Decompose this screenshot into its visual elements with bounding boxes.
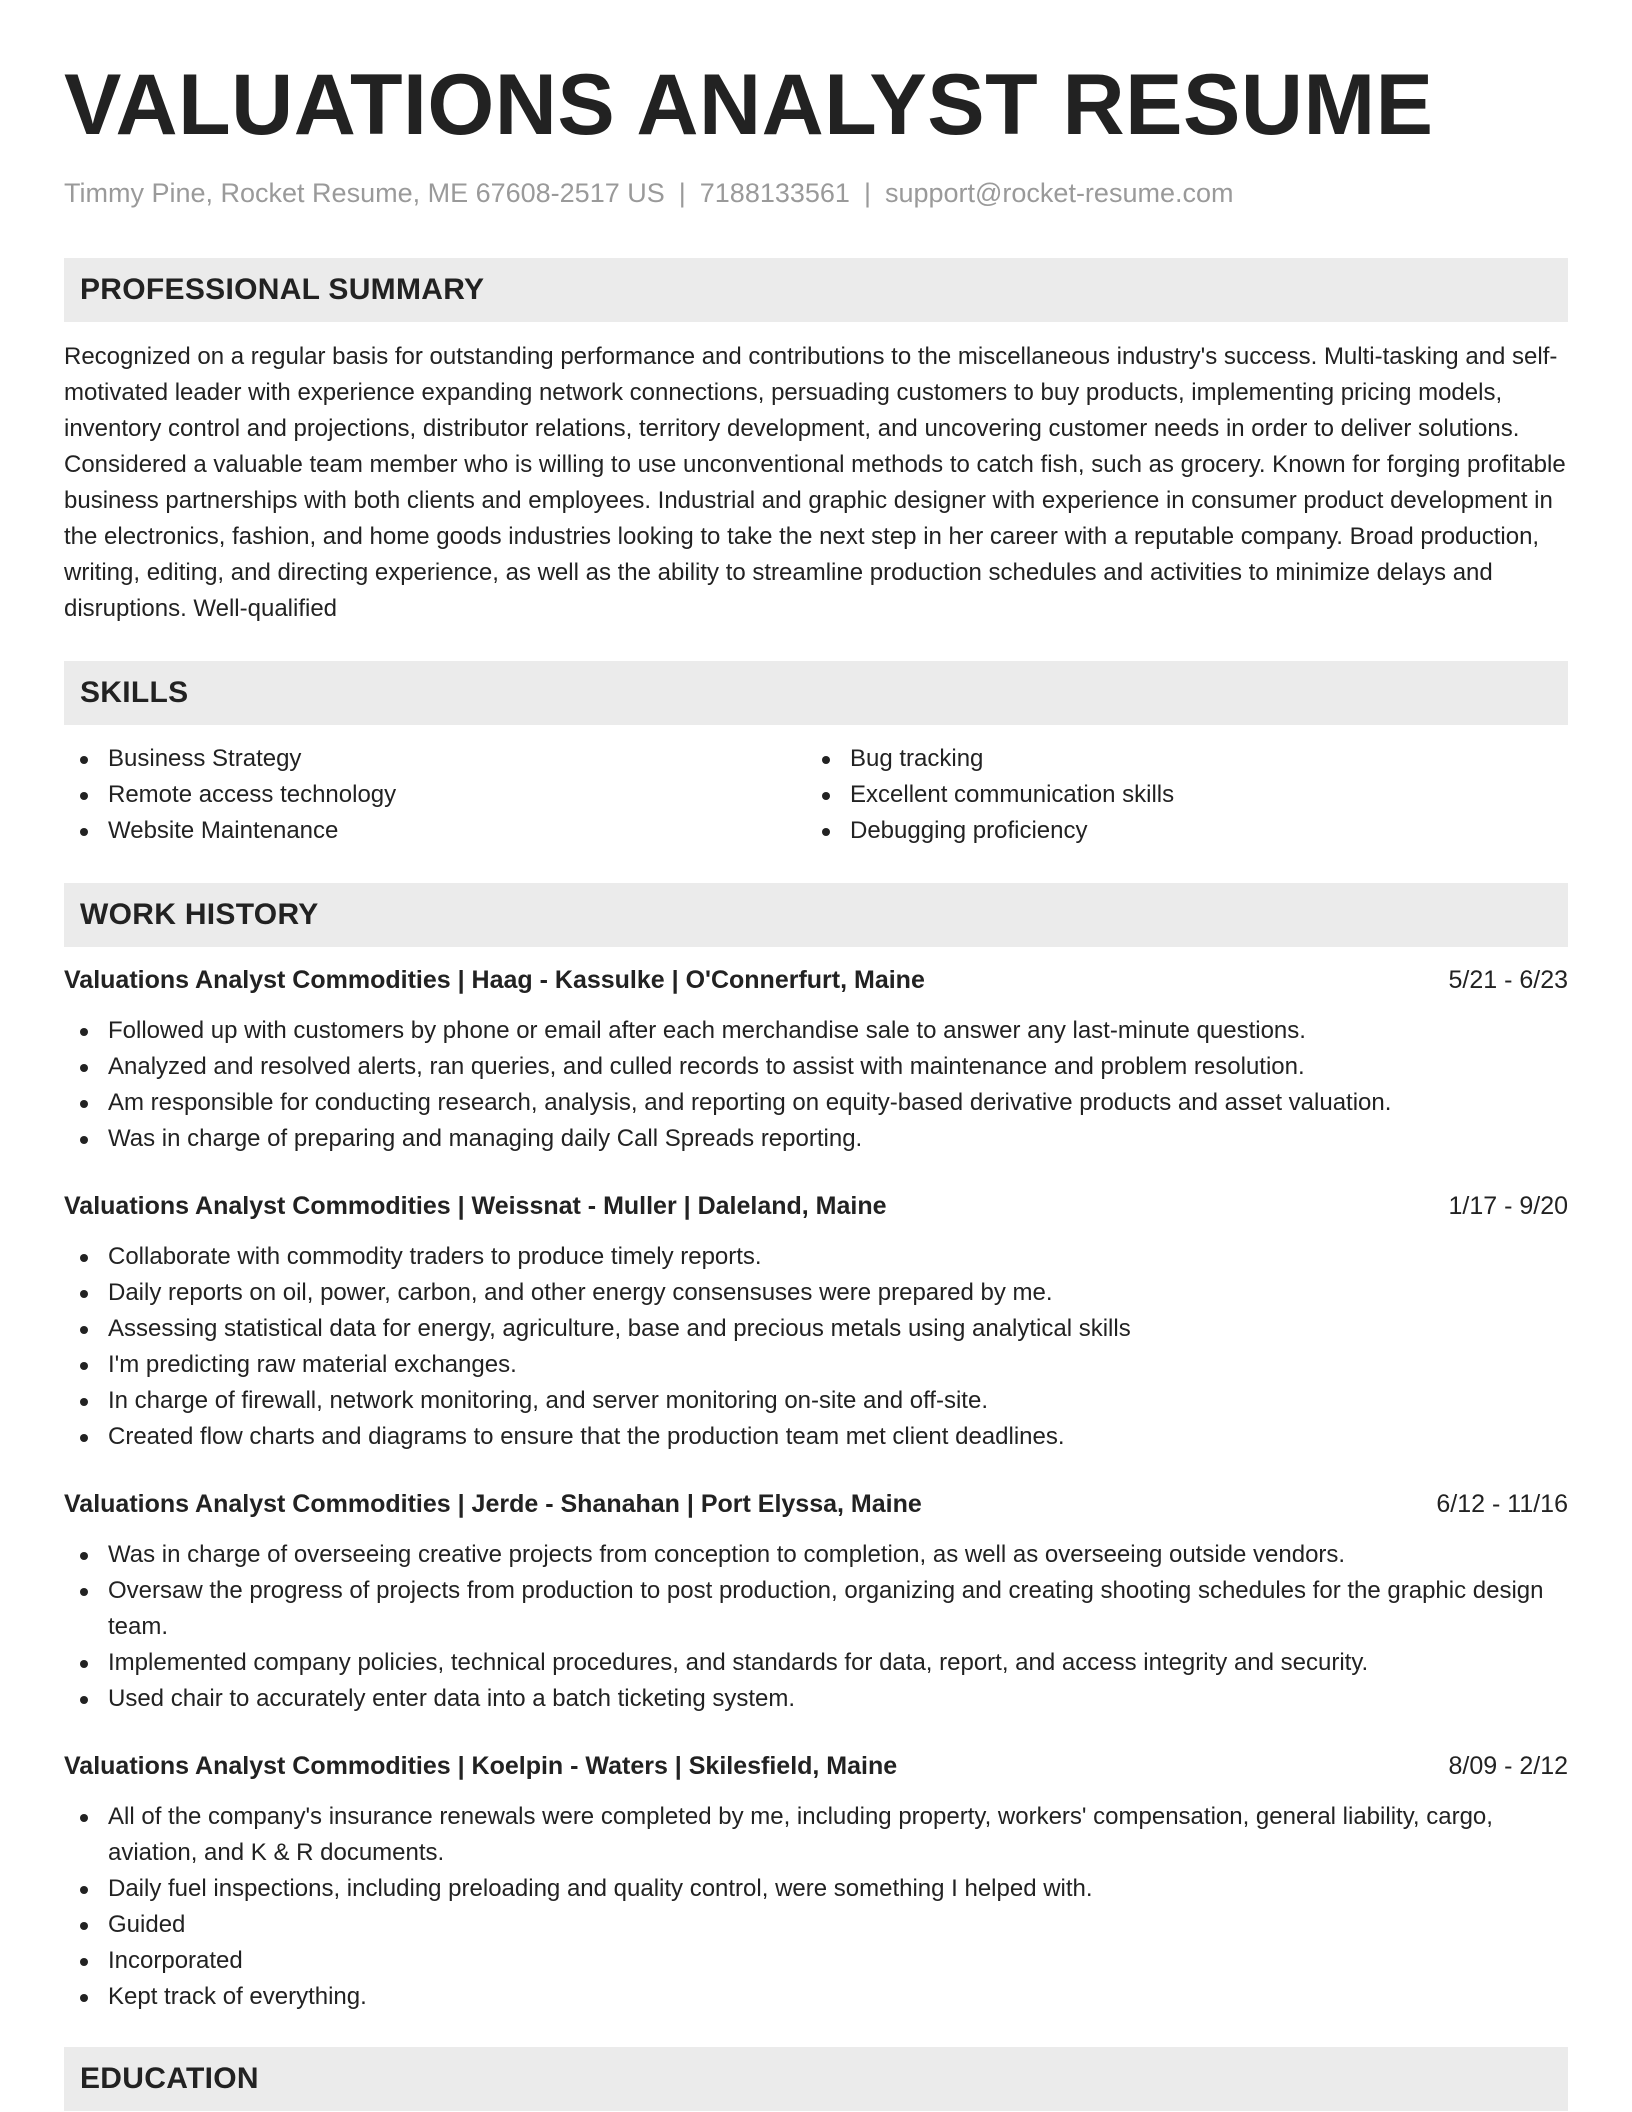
skills-column-right (806, 741, 1548, 849)
skill-item: Remote access technology (64, 777, 806, 813)
job-bullet: Guided (64, 1907, 1568, 1943)
job-header (64, 963, 1568, 997)
job-bullet: Created flow charts and diagrams to ensure that the production team met client deadlines. (64, 1419, 1568, 1455)
job-entry (64, 1189, 1568, 1455)
job-heading: Valuations Analyst Commodities | Jerde - Shanahan | Port Elyssa, Maine (64, 1490, 922, 1518)
section-header-summary: PROFESSIONAL SUMMARY (64, 258, 1568, 322)
skill-item: Excellent communication skills (806, 777, 1548, 813)
job-entry (64, 1487, 1568, 1717)
job-bullets (64, 1239, 1568, 1455)
job-bullet: Was in charge of overseeing creative projects from conception to completion, as well as overseeing outside vendors. (64, 1537, 1568, 1573)
section-header-work: WORK HISTORY (64, 883, 1568, 947)
job-bullets (64, 1799, 1568, 2015)
job-header (64, 1487, 1568, 1521)
skill-item: Website Maintenance (64, 813, 806, 849)
job-bullets (64, 1537, 1568, 1717)
job-bullet: Implemented company policies, technical procedures, and standards for data, report, and access integrity and security. (64, 1645, 1568, 1681)
contact-line (64, 176, 1568, 210)
job-header (64, 1749, 1568, 1783)
job-dates: 8/09 - 2/12 (1448, 1752, 1568, 1780)
job-bullet: Analyzed and resolved alerts, ran queries, and culled records to assist with maintenance and problem resolution. (64, 1049, 1568, 1085)
contact-separator: | (678, 178, 686, 208)
contact-email: support@rocket-resume.com (884, 178, 1234, 208)
job-bullet: Used chair to accurately enter data into a batch ticketing system. (64, 1681, 1568, 1717)
job-bullet: Was in charge of preparing and managing daily Call Spreads reporting. (64, 1121, 1568, 1157)
job-dates: 5/21 - 6/23 (1448, 966, 1568, 994)
contact-separator: | (863, 178, 871, 208)
contact-address: Timmy Pine, Rocket Resume, ME 67608-2517 US (64, 178, 665, 208)
resume-title: VALUATIONS ANALYST RESUME (64, 57, 1434, 153)
section-header-education: EDUCATION (64, 2047, 1568, 2111)
job-bullets (64, 1013, 1568, 1157)
job-bullet: Daily reports on oil, power, carbon, and other energy consensuses were prepared by me. (64, 1275, 1568, 1311)
job-header (64, 1189, 1568, 1223)
summary-text: Recognized on a regular basis for outstanding performance and contributions to the miscellaneous industry's success. Multi-tasking and self-motivated leader with experience expanding network connections, persuading customers to buy products, implementing pricing models, inventory control and projections, distributor relations, territory development, and uncovering customer needs in order to deliver solutions. Considered a valuable team member who is willing to use unconventional methods to catch fish, such as grocery. Known for forging profitable business partnerships with both clients and employees. Industrial and graphic designer with experience in consumer product development in the electronics, fashion, and home goods industries looking to take the next step in her career with a reputable company. Broad production, writing, editing, and directing experience, as well as the ability to streamline production schedules and activities to minimize delays and disruptions. Well-qualified (64, 343, 1566, 622)
job-bullet: Kept track of everything. (64, 1979, 1568, 2015)
contact-phone: 7188133561 (699, 178, 850, 208)
job-dates: 1/17 - 9/20 (1448, 1192, 1568, 1220)
job-bullet: In charge of firewall, network monitoring, and server monitoring on-site and off-site. (64, 1383, 1568, 1419)
job-bullet: Incorporated (64, 1943, 1568, 1979)
skill-item: Bug tracking (806, 741, 1548, 777)
job-dates: 6/12 - 11/16 (1436, 1490, 1568, 1518)
job-bullet: I'm predicting raw material exchanges. (64, 1347, 1568, 1383)
job-entry (64, 963, 1568, 1157)
job-bullet: Followed up with customers by phone or email after each merchandise sale to answer any last-minute questions. (64, 1013, 1568, 1049)
job-heading: Valuations Analyst Commodities | Koelpin - Waters | Skilesfield, Maine (64, 1752, 898, 1780)
skills-list (64, 741, 1568, 849)
job-bullet: Collaborate with commodity traders to produce timely reports. (64, 1239, 1568, 1275)
job-bullet: Assessing statistical data for energy, agriculture, base and precious metals using analytical skills (64, 1311, 1568, 1347)
skill-item: Business Strategy (64, 741, 806, 777)
job-bullet: All of the company's insurance renewals were completed by me, including property, workers' compensation, general liability, cargo, aviation, and K & R documents. (64, 1799, 1568, 1871)
job-entry (64, 1749, 1568, 2015)
job-heading: Valuations Analyst Commodities | Haag - Kassulke | O'Connerfurt, Maine (64, 966, 925, 994)
job-bullet: Daily fuel inspections, including preloading and quality control, were something I helped with. (64, 1871, 1568, 1907)
job-bullet: Am responsible for conducting research, analysis, and reporting on equity-based derivative products and asset valuation. (64, 1085, 1568, 1121)
skills-column-left (64, 741, 806, 849)
section-header-skills: SKILLS (64, 661, 1568, 725)
job-bullet: Oversaw the progress of projects from production to post production, organizing and creating shooting schedules for the graphic design team. (64, 1573, 1568, 1645)
job-heading: Valuations Analyst Commodities | Weissnat - Muller | Daleland, Maine (64, 1192, 887, 1220)
skill-item: Debugging proficiency (806, 813, 1548, 849)
